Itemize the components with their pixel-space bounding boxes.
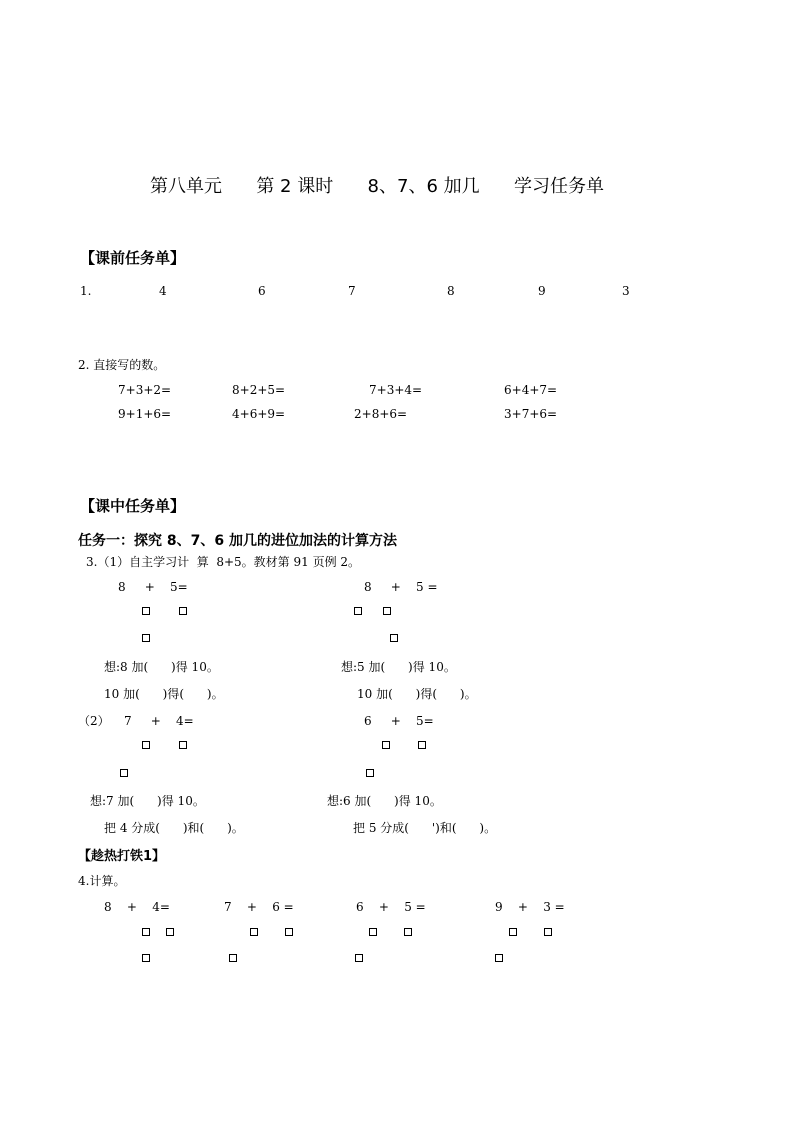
answer-box[interactable] [390, 634, 398, 642]
answer-box[interactable] [355, 954, 363, 962]
answer-box[interactable] [142, 607, 150, 615]
answer-box[interactable] [366, 769, 374, 777]
answer-box[interactable] [354, 607, 362, 615]
q3-think-text: 10 加( )得( )。 [104, 687, 224, 701]
answer-box[interactable] [382, 741, 390, 749]
q1-number: 4 [159, 284, 167, 298]
answer-box[interactable] [509, 928, 517, 936]
answer-box[interactable] [142, 741, 150, 749]
q2-expression: 2+8+6= [354, 407, 408, 421]
answer-box[interactable] [179, 607, 187, 615]
answer-box[interactable] [179, 741, 187, 749]
q2-expression: 8+2+5= [232, 383, 286, 397]
answer-box[interactable] [120, 769, 128, 777]
q3-think-text: 想:8 加( )得 10。 [104, 660, 219, 674]
section-heading-pre-class: 【课前任务单】 [80, 249, 186, 267]
question-1-label: 1. [80, 284, 92, 298]
q2-expression: 6+4+7= [504, 383, 558, 397]
q3-part-2-label: （2） [78, 714, 110, 728]
practice-heading: 【趁热打铁1】 [78, 849, 166, 864]
q4-equation: 9 + 3 = [495, 900, 565, 914]
q2-expression: 7+3+4= [369, 383, 423, 397]
q3-think-text: 把 5 分成( ')和( )。 [353, 821, 497, 835]
q2-expression: 3+7+6= [504, 407, 558, 421]
answer-box[interactable] [142, 634, 150, 642]
q1-number: 3 [622, 284, 630, 298]
question-4-label: 4.计算。 [78, 874, 126, 888]
question-3-label: 3.（1）自主学习计 算 8+5。教材第 91 页例 2。 [86, 555, 361, 569]
q3-equation-left: 8 + 5= [118, 580, 188, 594]
q3-equation-left: 7 + 4= [124, 714, 194, 728]
q3-think-text: 想:5 加( )得 10。 [341, 660, 456, 674]
answer-box[interactable] [495, 954, 503, 962]
q3-equation-right: 8 + 5 = [364, 580, 438, 594]
q4-equation: 6 + 5 = [356, 900, 426, 914]
q2-expression: 4+6+9= [232, 407, 286, 421]
q3-think-text: 把 4 分成( )和( )。 [104, 821, 244, 835]
answer-box[interactable] [142, 954, 150, 962]
answer-box[interactable] [383, 607, 391, 615]
q2-expression: 9+1+6= [118, 407, 172, 421]
q1-number: 8 [447, 284, 455, 298]
task-1-heading: 任务一：探究 8、7、6 加几的进位加法的计算方法 [78, 533, 397, 549]
q4-equation: 7 + 6 = [224, 900, 294, 914]
q3-think-text: 想:7 加( )得 10。 [90, 794, 205, 808]
page-title: 第八单元 第 2 课时 8、7、6 加几 学习任务单 [150, 176, 604, 197]
q3-think-text: 想:6 加( )得 10。 [327, 794, 442, 808]
answer-box[interactable] [142, 928, 150, 936]
q4-equation: 8 + 4= [104, 900, 170, 914]
q3-equation-right: 6 + 5= [364, 714, 434, 728]
answer-box[interactable] [229, 954, 237, 962]
q2-expression: 7+3+2= [118, 383, 172, 397]
q1-number: 7 [348, 284, 356, 298]
q3-think-text: 10 加( )得( )。 [357, 687, 477, 701]
answer-box[interactable] [250, 928, 258, 936]
question-2-label: 2. 直接写的数。 [78, 358, 166, 372]
answer-box[interactable] [285, 928, 293, 936]
section-heading-in-class: 【课中任务单】 [80, 497, 186, 515]
answer-box[interactable] [166, 928, 174, 936]
answer-box[interactable] [369, 928, 377, 936]
answer-box[interactable] [544, 928, 552, 936]
answer-box[interactable] [404, 928, 412, 936]
q1-number: 6 [258, 284, 266, 298]
q1-number: 9 [538, 284, 546, 298]
answer-box[interactable] [418, 741, 426, 749]
